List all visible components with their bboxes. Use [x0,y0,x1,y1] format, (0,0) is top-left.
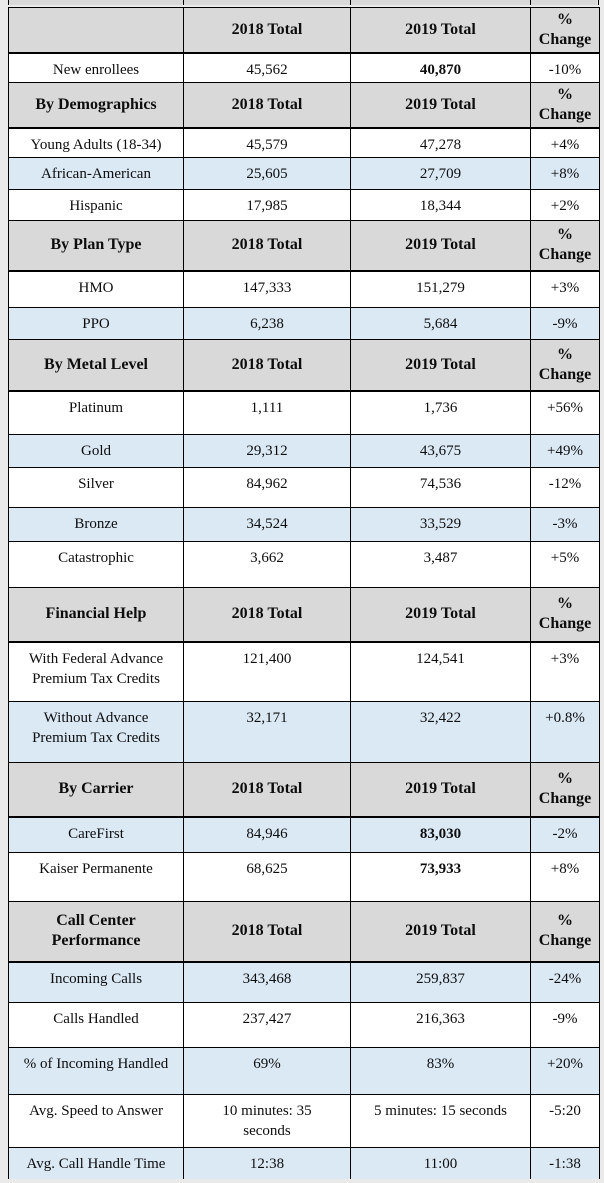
enrollment-comparison-table [8,7,600,1179]
column-header-2019: 2019 Total [351,340,531,391]
table-row [9,158,600,190]
table-row [9,817,600,853]
table-row [9,853,600,902]
row-label-cell: Platinum [9,391,184,435]
row-label-cell: PPO [9,308,184,340]
change-cell: +2% [531,190,600,221]
table-row [9,702,600,763]
value-2018-cell: 343,468 [184,962,351,1003]
table-row [9,435,600,468]
table-body [9,8,600,1179]
change-cell: +56% [531,391,600,435]
value-2019-cell: 1,736 [351,391,531,435]
value-2019-cell: 74,536 [351,468,531,508]
column-header-2019: 2019 Total [351,902,531,962]
change-cell: +5% [531,542,600,588]
cropped-cell [351,0,531,5]
value-2018-cell: 6,238 [184,308,351,340]
section-title-cell: Financial Help [9,588,184,642]
table-row [9,271,600,308]
value-2019-cell: 47,278 [351,128,531,158]
section-header-row [9,221,600,271]
table-row [9,508,600,542]
section-header-row [9,340,600,391]
row-label-cell: HMO [9,271,184,308]
section-header-row [9,902,600,962]
value-2019-cell: 5 minutes: 15 seconds [351,1095,531,1148]
cropped-cell [531,0,597,5]
table-row [9,1148,600,1179]
value-2018-cell: 84,946 [184,817,351,853]
table-row [9,642,600,702]
column-header-2018: 2018 Total [184,83,351,129]
column-header-2018: 2018 Total [184,340,351,391]
row-label-cell: African-American [9,158,184,190]
table-row [9,1095,600,1148]
value-2019-cell: 151,279 [351,271,531,308]
column-header-2018: 2018 Total [184,8,351,54]
section-header-row [9,83,600,129]
value-2018-cell: 237,427 [184,1003,351,1048]
table-row [9,962,600,1003]
column-header-change: % Change [531,221,600,271]
column-header-change: % Change [531,763,600,817]
change-cell: +4% [531,128,600,158]
row-label-cell: Avg. Call Handle Time [9,1148,184,1179]
row-label-cell: Calls Handled [9,1003,184,1048]
change-cell: +49% [531,435,600,468]
table-row [9,128,600,158]
value-2019-cell: 83,030 [351,817,531,853]
value-2018-cell: 29,312 [184,435,351,468]
section-title-cell: Call Center Performance [9,902,184,962]
value-2019-cell: 259,837 [351,962,531,1003]
column-header-2018: 2018 Total [184,902,351,962]
table-row [9,190,600,221]
column-header-change: % Change [531,8,600,54]
column-header-2019: 2019 Total [351,83,531,129]
change-cell: -5:20 [531,1095,600,1148]
row-label-cell: Kaiser Permanente [9,853,184,902]
row-label-cell: Hispanic [9,190,184,221]
change-cell: -2% [531,817,600,853]
row-label-cell: Without Advance Premium Tax Credits [9,702,184,763]
row-label-cell: Avg. Speed to Answer [9,1095,184,1148]
value-2018-cell: 69% [184,1048,351,1095]
value-2019-cell: 5,684 [351,308,531,340]
value-2019-cell: 40,870 [351,53,531,83]
value-2018-cell: 32,171 [184,702,351,763]
table-row [9,308,600,340]
column-header-change: % Change [531,340,600,391]
change-cell: +20% [531,1048,600,1095]
row-label-cell: CareFirst [9,817,184,853]
cropped-cell [184,0,351,5]
value-2018-cell: 17,985 [184,190,351,221]
table-row [9,468,600,508]
change-cell: +8% [531,853,600,902]
row-label-cell: Gold [9,435,184,468]
value-2018-cell: 68,625 [184,853,351,902]
table-row [9,1048,600,1095]
table-row [9,53,600,83]
value-2018-cell: 45,562 [184,53,351,83]
column-header-2019: 2019 Total [351,221,531,271]
change-cell: -9% [531,1003,600,1048]
cropped-row-strip [8,0,599,5]
section-header-row [9,763,600,817]
section-header-row [9,588,600,642]
value-2018-cell: 3,662 [184,542,351,588]
change-cell: -10% [531,53,600,83]
change-cell: -3% [531,508,600,542]
value-2019-cell: 33,529 [351,508,531,542]
column-header-2018: 2018 Total [184,588,351,642]
row-label-cell: With Federal Advance Premium Tax Credits [9,642,184,702]
value-2018-cell: 1,111 [184,391,351,435]
value-2019-cell: 27,709 [351,158,531,190]
change-cell: -24% [531,962,600,1003]
table-row [9,391,600,435]
column-header-2019: 2019 Total [351,763,531,817]
column-header-2019: 2019 Total [351,8,531,54]
row-label-cell: Young Adults (18-34) [9,128,184,158]
table-row [9,1003,600,1048]
value-2018-cell: 10 minutes: 35 seconds [184,1095,351,1148]
value-2019-cell: 124,541 [351,642,531,702]
row-label-cell: % of Incoming Handled [9,1048,184,1095]
row-label-cell: New enrollees [9,53,184,83]
value-2018-cell: 45,579 [184,128,351,158]
cropped-cell [9,0,184,5]
column-header-change: % Change [531,83,600,129]
section-title-cell: By Plan Type [9,221,184,271]
value-2018-cell: 84,962 [184,468,351,508]
value-2019-cell: 83% [351,1048,531,1095]
table-row [9,542,600,588]
row-label-cell: Bronze [9,508,184,542]
value-2018-cell: 12:38 [184,1148,351,1179]
column-header-2018: 2018 Total [184,763,351,817]
value-2019-cell: 32,422 [351,702,531,763]
change-cell: -12% [531,468,600,508]
row-label-cell: Catastrophic [9,542,184,588]
change-cell: +3% [531,271,600,308]
value-2019-cell: 3,487 [351,542,531,588]
value-2018-cell: 121,400 [184,642,351,702]
row-label-cell: Silver [9,468,184,508]
section-title-cell: By Demographics [9,83,184,129]
column-header-change: % Change [531,902,600,962]
column-header-2018: 2018 Total [184,221,351,271]
change-cell: -9% [531,308,600,340]
change-cell: -1:38 [531,1148,600,1179]
value-2018-cell: 25,605 [184,158,351,190]
value-2019-cell: 216,363 [351,1003,531,1048]
value-2019-cell: 11:00 [351,1148,531,1179]
column-header-2019: 2019 Total [351,588,531,642]
value-2019-cell: 43,675 [351,435,531,468]
change-cell: +0.8% [531,702,600,763]
section-title-cell [9,8,184,54]
value-2019-cell: 73,933 [351,853,531,902]
section-title-cell: By Metal Level [9,340,184,391]
change-cell: +3% [531,642,600,702]
row-label-cell: Incoming Calls [9,962,184,1003]
column-header-change: % Change [531,588,600,642]
section-header-row [9,8,600,54]
value-2019-cell: 18,344 [351,190,531,221]
change-cell: +8% [531,158,600,190]
section-title-cell: By Carrier [9,763,184,817]
value-2018-cell: 34,524 [184,508,351,542]
value-2018-cell: 147,333 [184,271,351,308]
